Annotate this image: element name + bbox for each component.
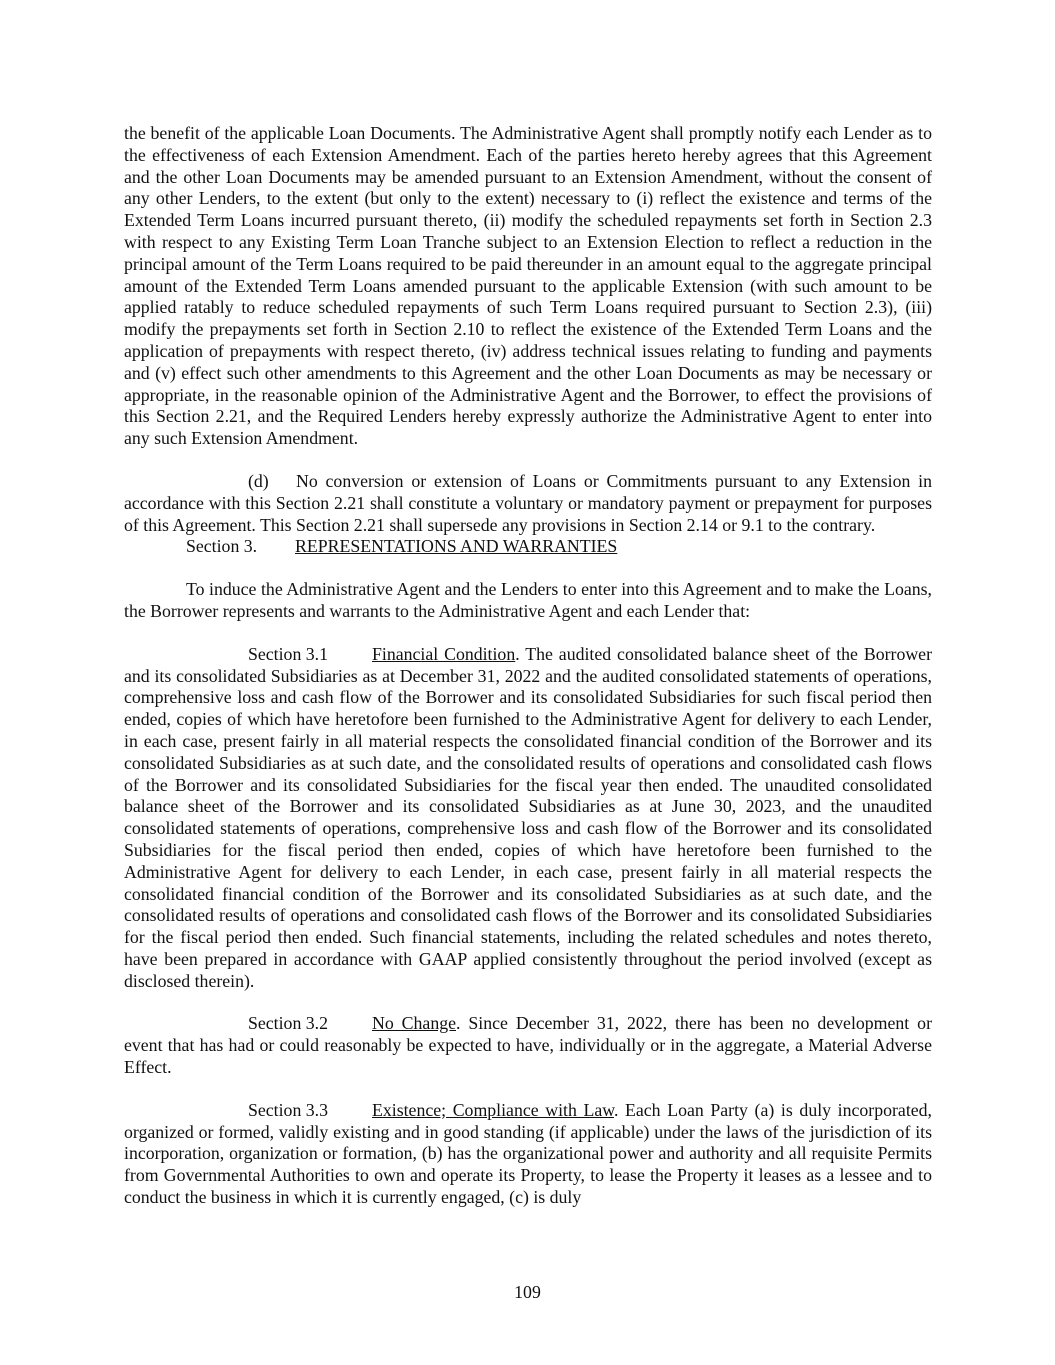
- page-number: 109: [514, 1282, 541, 1302]
- section-3-3-text: . Each Loan Party (a) is duly incorporated, organized or formed, validly existing and in good standing (if applicable) under the laws of the jurisdiction of its incorporation, organization or formation, (b) has the organizational power and authority and all requisite Permits from Governmental Authorities to own and operate its Property, to lease the Property it leases as a lessee and to conduct the business in which it is currently engaged, (c) is duly: [124, 1099, 932, 1208]
- section-3-intro: To induce the Administrative Agent and the Lenders to enter into this Agreement and to make the Loans, the Borrower represents and warrants to the Administrative Agent and each Lender that:: [124, 579, 932, 621]
- section-3-2-number: Section 3.2: [248, 1013, 329, 1034]
- section-3-1-text: . The audited consolidated balance sheet of the Borrower and its consolidated Subsidiaries as at December 31, 2022 and the audited consolidated statements of operations, comprehensive loss and cash flow of the Borrower and its consolidated Subsidiaries for such fiscal period then ended, copies of which have heretofore been furnished to the Administrative Agent for delivery to each Lender, in each case, present fairly in all material respects the consolidated financial condition of the Borrower and its consolidated Subsidiaries as at such date, and the consolidated results of operations and consolidated cash flows of the Borrower and its consolidated Subsidiaries for the fiscal year then ended. The unaudited consolidated balance sheet of the Borrower and its consolidated Subsidiaries as at June 30, 2023, and the unaudited consolidated statements of operations, comprehensive loss and cash flow of the Borrower and its consolidated Subsidiaries for the fiscal period then ended, copies of which have heretofore been furnished to the Administrative Agent for delivery to each Lender, in each case, present fairly in all material respects the consolidated financial condition of the Borrower and its consolidated Subsidiaries as at such date, and the consolidated results of operations and consolidated cash flows of the Borrower and its consolidated Subsidiaries for the fiscal period then ended. Such financial statements, including the related schedules and notes thereto, have been prepared in accordance with GAAP applied consistently throughout the period involved (except as disclosed therein).: [124, 643, 932, 991]
- section-3-3: [124, 1100, 932, 1209]
- section-3-1-number: Section 3.1: [248, 643, 329, 664]
- paragraph-d-label: (d): [248, 470, 269, 491]
- section-3-2-text: . Since December 31, 2022, there has been no development or event that has had or could reasonably be expected to have, individually or in the aggregate, a Material Adverse Effect.: [124, 1013, 932, 1078]
- document-page: [124, 123, 932, 1209]
- section-3-2-title: No Change: [372, 1013, 456, 1034]
- section-3-1-title: Financial Condition: [372, 643, 516, 664]
- section-3-3-title: Existence; Compliance with Law: [372, 1099, 614, 1120]
- section-3-title: REPRESENTATIONS AND WARRANTIES: [295, 536, 618, 557]
- section-3-1: [124, 644, 932, 993]
- paragraph-extension-amendment: the benefit of the applicable Loan Documents. The Administrative Agent shall promptly notify each Lender as to the effectiveness of each Extension Amendment. Each of the parties hereto hereby agrees that this Agreement and the other Loan Documents may be amended pursuant to an Extension Amendment, without the consent of any other Lenders, to the extent (but only to the extent) necessary to (i) reflect the existence and terms of the Extended Term Loans incurred pursuant thereto, (ii) modify the scheduled repayments set forth in Section 2.3 with respect to any Existing Term Loan Tranche subject to an Extension Election to reflect a reduction in the principal amount of the Term Loans required to be paid thereunder in an amount equal to the aggregate principal amount of the Extended Term Loans amended pursuant to the applicable Extension (with such amount to be applied ratably to reduce scheduled repayments of such Term Loans required pursuant to Section 2.3), (iii) modify the prepayments set forth in Section 2.10 to reflect the existence of the Extended Term Loans and the application of prepayments with respect thereto, (iv) address technical issues relating to funding and payments and (v) effect such other amendments to this Agreement and the other Loan Documents as may be necessary or appropriate, in the reasonable opinion of the Administrative Agent and the Borrower, to effect the provisions of this Section 2.21, and the Required Lenders hereby expressly authorize the Administrative Agent to enter into any such Extension Amendment.: [124, 123, 932, 449]
- paragraph-d-text: No conversion or extension of Loans or Commitments pursuant to any Extension in accordance with this Section 2.21 shall constitute a voluntary or mandatory payment or prepayment for purposes of this Agreement. This Section 2.21 shall supersede any provisions in Section 2.14 or 9.1 to the contrary.: [124, 470, 932, 535]
- section-3-2: [124, 1013, 932, 1078]
- section-3-heading: [124, 536, 932, 558]
- section-3-number: Section 3.: [186, 536, 258, 557]
- paragraph-d: [124, 471, 932, 536]
- section-3-3-number: Section 3.3: [248, 1099, 329, 1120]
